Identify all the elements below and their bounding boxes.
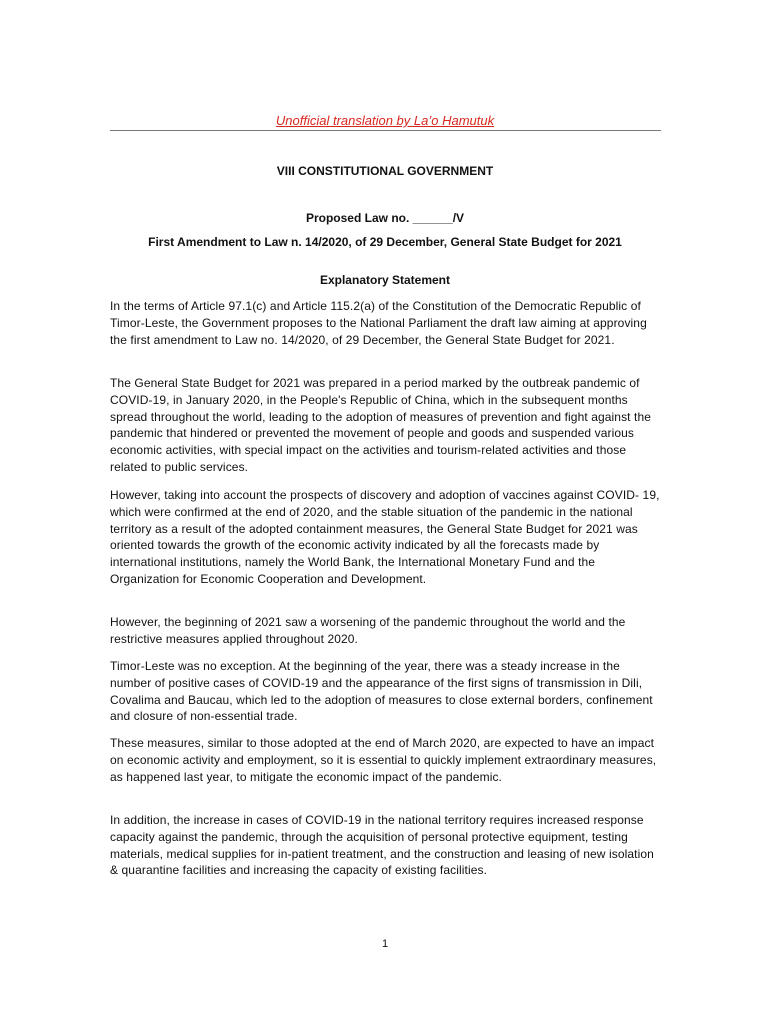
paragraph-response-capacity: In addition, the increase in cases of COVID-19 in the national territory requires increased response capacity against the pandemic, through the acquisition of personal protective equipment, testing materials, medical supplies for in-patient treatment, and the construction and leasing of new isolation & quarantine facilities and increasing the capacity of existing facilities. (110, 813, 654, 878)
paragraph-vaccine-prospects: However, taking into account the prospects of discovery and adoption of vaccines against COVID- 19, which were confirmed at the end of 2020, and the stable situation of the pandemic in the national territory as a result of the adopted containment measures, the General State Budget for 2021 was oriented towards the growth of the economic activity indicated by all the forecasts made by international institutions, namely the World Bank, the International Monetary Fund and the Organization for Economic Cooperation and Development. (110, 488, 660, 586)
page-number: 1 (381, 938, 389, 950)
translation-note: Unofficial translation by La’o Hamutuk (275, 113, 495, 128)
paragraph-economic-measures: These measures, similar to those adopted at the end of March 2020, are expected to have an impact on economic activity and employment, so it is essential to quickly implement extraordinary measures, as happened last year, to mitigate the economic impact of the pandemic. (110, 736, 657, 784)
header-divider (110, 130, 661, 131)
explanatory-statement-heading: Explanatory Statement (319, 273, 451, 287)
government-title: VIII CONSTITUTIONAL GOVERNMENT (276, 164, 494, 178)
paragraph-constitutional-basis: In the terms of Article 97.1(c) and Article 115.2(a) of the Constitution of the Democratic Republic of Timor-Leste, the Government proposes to the National Parliament the draft law aiming at approving the first amendment to Law no. 14/2020, of 29 December, the General State Budget for 2021. (110, 299, 647, 347)
proposed-law-title: Proposed Law no. ______/V (305, 211, 465, 225)
paragraph-timor-leste-cases: Timor-Leste was no exception. At the beginning of the year, there was a steady increase in the number of positive cases of COVID-19 and the appearance of the first signs of transmission in Dili, Covalima and Baucau, which led to the adoption of measures to close external borders, confinement and closure of non-essential trade. (110, 659, 653, 724)
amendment-title: First Amendment to Law n. 14/2020, of 29 December, General State Budget for 2021 (148, 235, 622, 249)
paragraph-budget-context: The General State Budget for 2021 was prepared in a period marked by the outbreak pandemic of COVID-19, in January 2020, in the People's Republic of China, which in the subsequent months spread throughout the world, leading to the adoption of measures of prevention and fight against the pandemic that hindered or prevented the movement of people and goods and suspended various economic activities, with special impact on the activities and tourism-related activities and those related to public services. (110, 376, 652, 474)
paragraph-pandemic-worsening: However, the beginning of 2021 saw a worsening of the pandemic throughout the world and the restrictive measures applied throughout 2020. (110, 615, 626, 646)
